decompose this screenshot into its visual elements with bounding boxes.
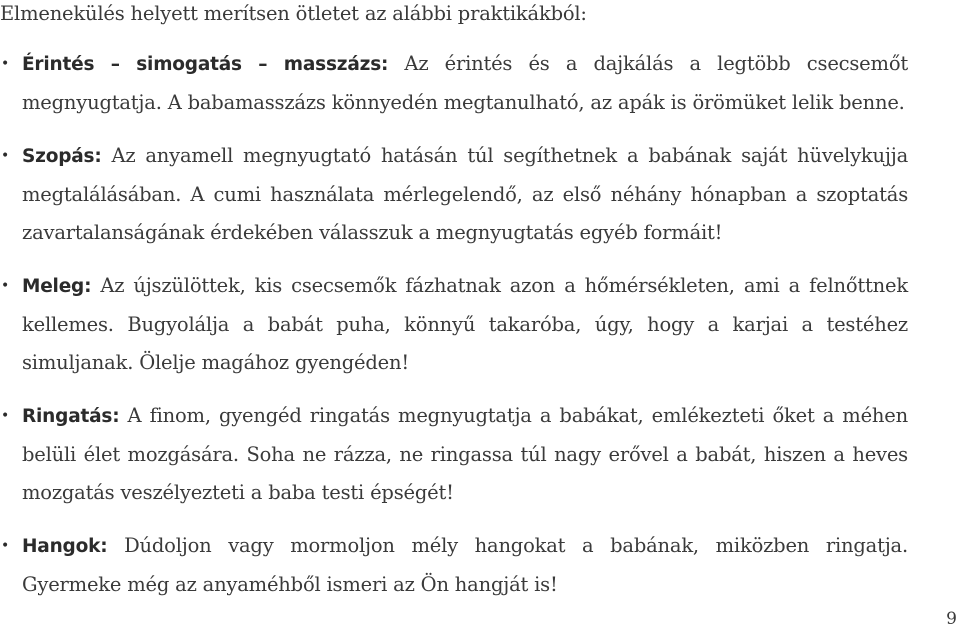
bullet-icon: • — [1, 408, 10, 424]
tip-text: Az érintés és a dajkálás a legtöbb csecsemőt megnyugtatja. A babamasszázs könnyedén megtanulható, az apák is örömüket lelik benne. — [22, 52, 908, 114]
tip-term: Ringatás: — [22, 406, 120, 427]
tip-term: Szopás: — [22, 146, 102, 167]
intro-paragraph: Elmenekülés helyett merítsen ötletet az alábbi praktikákból: — [0, 2, 587, 25]
tip-term: Hangok: — [22, 536, 108, 557]
bullet-icon: • — [1, 278, 10, 294]
tip-item-rocking — [0, 397, 908, 512]
tip-text: Dúdoljon vagy mormoljon mély hangokat a babának, miközben ringatja. Gyermeke még az anyaméhből ismeri az Ön hangját is! — [22, 534, 908, 596]
bullet-icon: • — [1, 538, 10, 554]
bullet-icon: • — [1, 148, 10, 164]
page-number: 9 — [946, 609, 957, 629]
tip-item-nursing — [0, 137, 908, 252]
tip-text: Az anyamell megnyugtató hatásán túl segíthetnek a babának saját hüvelykujja megtalálásában. A cumi használata mérlegelendő, az első néhány hónapban a szoptatás zavartalanságának érdekében válasszuk a megnyugtatás egyéb formáit! — [22, 144, 908, 244]
tip-term: Érintés – simogatás – masszázs: — [22, 54, 389, 75]
tip-term: Meleg: — [22, 276, 92, 297]
tip-text: A finom, gyengéd ringatás megnyugtatja a babákat, emlékezteti őket a méhen belüli élet mozgására. Soha ne rázza, ne ringassa túl nagy erővel a babát, hiszen a heves mozgatás veszélyezteti a baba testi épségét! — [22, 404, 908, 504]
tip-text: Az újszülöttek, kis csecsemők fázhatnak azon a hőmérsékleten, ami a felnőttnek kellemes. Bugyolálja a babát puha, könnyű takaróba, úgy, hogy a karjai a testéhez simuljanak. Ölelje magához gyengéden! — [22, 274, 908, 374]
bullet-icon: • — [1, 56, 10, 72]
tip-item-sounds — [0, 527, 908, 604]
tip-item-touch — [0, 45, 908, 122]
tips-list — [0, 45, 908, 619]
tip-item-warmth — [0, 267, 908, 382]
